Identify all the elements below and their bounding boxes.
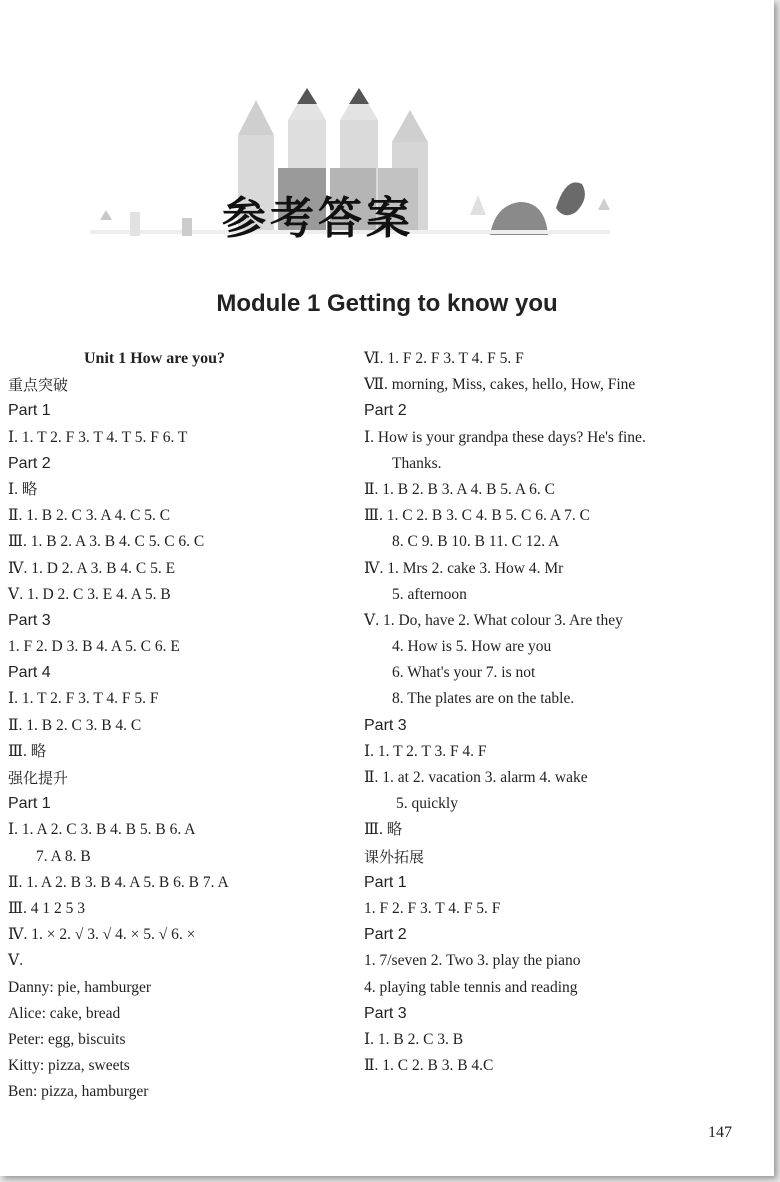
- answer-line: 5. afternoon: [392, 585, 467, 603]
- answer-line: Thanks.: [392, 454, 442, 472]
- part-heading: Part 1: [364, 873, 407, 891]
- answer-line: Ⅱ. 1. A 2. B 3. B 4. A 5. B 6. B 7. A: [8, 873, 229, 891]
- part-heading: Part 3: [364, 716, 407, 734]
- answer-line: Peter: egg, biscuits: [8, 1030, 126, 1048]
- part-heading: Part 2: [364, 402, 407, 420]
- answer-line: Ⅲ. 略: [8, 742, 47, 760]
- answer-line: Ⅴ. 1. Do, have 2. What colour 3. Are they: [364, 611, 623, 629]
- answer-line: Ⅰ. How is your grandpa these days? He's fine.: [364, 428, 646, 446]
- answer-line: Ⅱ. 1. C 2. B 3. B 4.C: [364, 1057, 494, 1075]
- answer-line: Ⅳ. 1. D 2. A 3. B 4. C 5. E: [8, 559, 176, 577]
- section-heading: 重点突破: [8, 376, 69, 395]
- answer-line: 4. playing table tennis and reading: [364, 978, 578, 996]
- answer-line: Danny: pie, hamburger: [8, 978, 152, 996]
- answer-line: 4. How is 5. How are you: [392, 638, 552, 656]
- part-heading: Part 3: [8, 611, 51, 629]
- answer-line: Ⅱ. 1. B 2. C 3. A 4. C 5. C: [8, 507, 171, 525]
- answer-line: Ⅲ. 略: [364, 821, 403, 839]
- answer-line: 1. 7/seven 2. Two 3. play the piano: [364, 952, 581, 970]
- answer-line: 6. What's your 7. is not: [392, 664, 536, 682]
- answer-line: Ⅰ. 略: [8, 480, 38, 498]
- part-heading: Part 1: [8, 795, 51, 813]
- part-heading: Part 1: [8, 402, 51, 420]
- part-heading: Part 2: [8, 454, 51, 472]
- part-heading: Part 2: [364, 926, 407, 944]
- page-number: 147: [708, 1124, 732, 1141]
- answer-line: Ⅲ. 1. B 2. A 3. B 4. C 5. C 6. C: [8, 533, 205, 551]
- unit-heading: Unit 1 How are you?: [84, 350, 226, 367]
- answer-line: Ⅱ. 1. at 2. vacation 3. alarm 4. wake: [364, 769, 588, 786]
- answer-line: Alice: cake, bread: [8, 1004, 121, 1022]
- section-heading: 课外拓展: [364, 847, 425, 866]
- answer-line: Ⅰ. 1. A 2. C 3. B 4. B 5. B 6. A: [8, 821, 196, 839]
- answer-line: 1. F 2. D 3. B 4. A 5. C 6. E: [8, 638, 180, 656]
- part-heading: Part 3: [364, 1004, 407, 1022]
- answer-line: 5. quickly: [396, 795, 458, 813]
- answer-line: Ben: pizza, hamburger: [8, 1083, 149, 1101]
- right-column: [364, 346, 764, 1079]
- section-heading: 强化提升: [8, 769, 69, 787]
- part-heading: Part 4: [8, 664, 51, 682]
- answer-line: Ⅱ. 1. B 2. C 3. B 4. C: [8, 716, 142, 734]
- left-column: [8, 346, 348, 1105]
- answer-line: Ⅰ. 1. T 2. F 3. T 4. F 5. F: [8, 690, 159, 708]
- answer-line: Ⅳ. 1. × 2. √ 3. √ 4. × 5. √ 6. ×: [8, 926, 196, 944]
- answer-line: Ⅰ. 1. B 2. C 3. B: [364, 1030, 464, 1048]
- answer-line: Ⅰ. 1. T 2. T 3. F 4. F: [364, 742, 487, 760]
- banner-title: 参考答案: [222, 193, 414, 244]
- answer-line: 7. A 8. B: [36, 847, 91, 865]
- answer-line: Ⅰ. 1. T 2. F 3. T 4. T 5. F 6. T: [8, 428, 188, 446]
- answer-line: Ⅵ. 1. F 2. F 3. T 4. F 5. F: [364, 350, 524, 367]
- answer-line: Ⅱ. 1. B 2. B 3. A 4. B 5. A 6. C: [364, 480, 555, 498]
- answer-line: Ⅲ. 4 1 2 5 3: [8, 899, 85, 917]
- module-title: Module 1 Getting to know you: [216, 290, 558, 317]
- answer-line: 1. F 2. F 3. T 4. F 5. F: [364, 899, 501, 917]
- answer-line: 8. C 9. B 10. B 11. C 12. A: [392, 533, 560, 551]
- answer-line: Ⅶ. morning, Miss, cakes, hello, How, Fine: [364, 376, 636, 394]
- answer-line: 8. The plates are on the table.: [392, 690, 575, 708]
- answer-line: Ⅲ. 1. C 2. B 3. C 4. B 5. C 6. A 7. C: [364, 507, 590, 525]
- answer-line: Ⅴ. 1. D 2. C 3. E 4. A 5. B: [8, 585, 171, 603]
- answer-line: Ⅳ. 1. Mrs 2. cake 3. How 4. Mr: [364, 559, 564, 577]
- answer-line: Kitty: pizza, sweets: [8, 1057, 130, 1075]
- answer-line: Ⅴ.: [8, 952, 24, 970]
